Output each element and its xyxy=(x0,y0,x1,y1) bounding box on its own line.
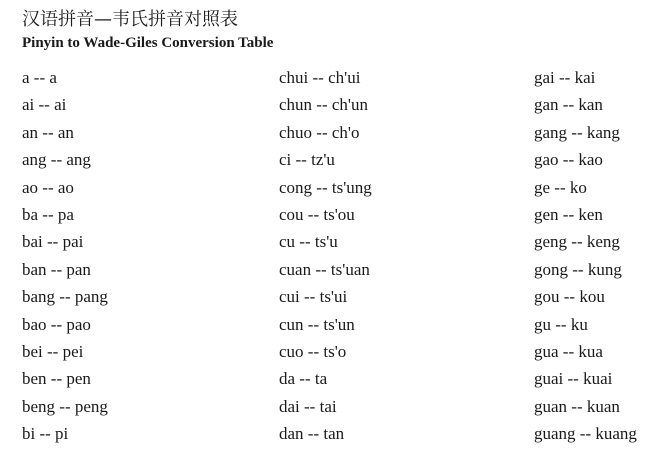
conversion-entry: gou -- kou xyxy=(534,287,605,307)
conversion-entry: gong -- kung xyxy=(534,259,622,279)
conversion-entry: bei -- pei xyxy=(22,341,84,361)
conversion-column-1 xyxy=(22,64,108,447)
conversion-entry: beng -- peng xyxy=(22,396,108,416)
conversion-entry: gu -- ku xyxy=(534,314,588,334)
conversion-entry: guan -- kuan xyxy=(534,396,620,416)
conversion-column-2 xyxy=(279,64,372,447)
conversion-entry: gang -- kang xyxy=(534,122,620,142)
conversion-entry: cuo -- ts'o xyxy=(279,341,347,361)
conversion-entry: ci -- tz'u xyxy=(279,150,335,170)
conversion-entry: gen -- ken xyxy=(534,204,603,224)
conversion-entry: cun -- ts'un xyxy=(279,314,355,334)
conversion-entry: ai -- ai xyxy=(22,95,67,115)
conversion-entry: ang -- ang xyxy=(22,150,91,170)
conversion-entry: guang -- kuang xyxy=(534,424,637,444)
conversion-entry: guai -- kuai xyxy=(534,369,613,389)
conversion-entry: ban -- pan xyxy=(22,259,91,279)
conversion-entry: chun -- ch'un xyxy=(279,95,368,115)
conversion-entry: an -- an xyxy=(22,122,74,142)
conversion-entry: gan -- kan xyxy=(534,95,603,115)
conversion-entry: ba -- pa xyxy=(22,204,74,224)
conversion-entry: cui -- ts'ui xyxy=(279,287,348,307)
conversion-entry: chuo -- ch'o xyxy=(279,122,360,142)
conversion-entry: bi -- pi xyxy=(22,424,69,444)
conversion-entry: geng -- keng xyxy=(534,232,620,252)
conversion-entry: dan -- tan xyxy=(279,424,345,444)
conversion-entry: ge -- ko xyxy=(534,177,587,197)
conversion-entry: bai -- pai xyxy=(22,232,84,252)
page-title-chinese: 汉语拼音—韦氏拼音对照表 xyxy=(22,9,238,30)
conversion-entry: cou -- ts'ou xyxy=(279,204,355,224)
conversion-entry: a -- a xyxy=(22,68,57,87)
conversion-entry: gua -- kua xyxy=(534,341,603,361)
page-title-english: Pinyin to Wade-Giles Conversion Table xyxy=(22,35,274,51)
conversion-entry: gai -- kai xyxy=(534,68,596,87)
conversion-entry: cong -- ts'ung xyxy=(279,177,372,197)
conversion-entry: da -- ta xyxy=(279,369,328,389)
conversion-entry: cuan -- ts'uan xyxy=(279,259,370,279)
conversion-entry: ao -- ao xyxy=(22,177,74,197)
conversion-entry: cu -- ts'u xyxy=(279,232,338,252)
conversion-column-3 xyxy=(534,64,637,447)
conversion-entry: chui -- ch'ui xyxy=(279,68,361,87)
conversion-entry: gao -- kao xyxy=(534,150,603,170)
conversion-entry: ben -- pen xyxy=(22,369,91,389)
conversion-entry: bang -- pang xyxy=(22,287,108,307)
conversion-entry: bao -- pao xyxy=(22,314,91,334)
conversion-entry: dai -- tai xyxy=(279,396,337,416)
